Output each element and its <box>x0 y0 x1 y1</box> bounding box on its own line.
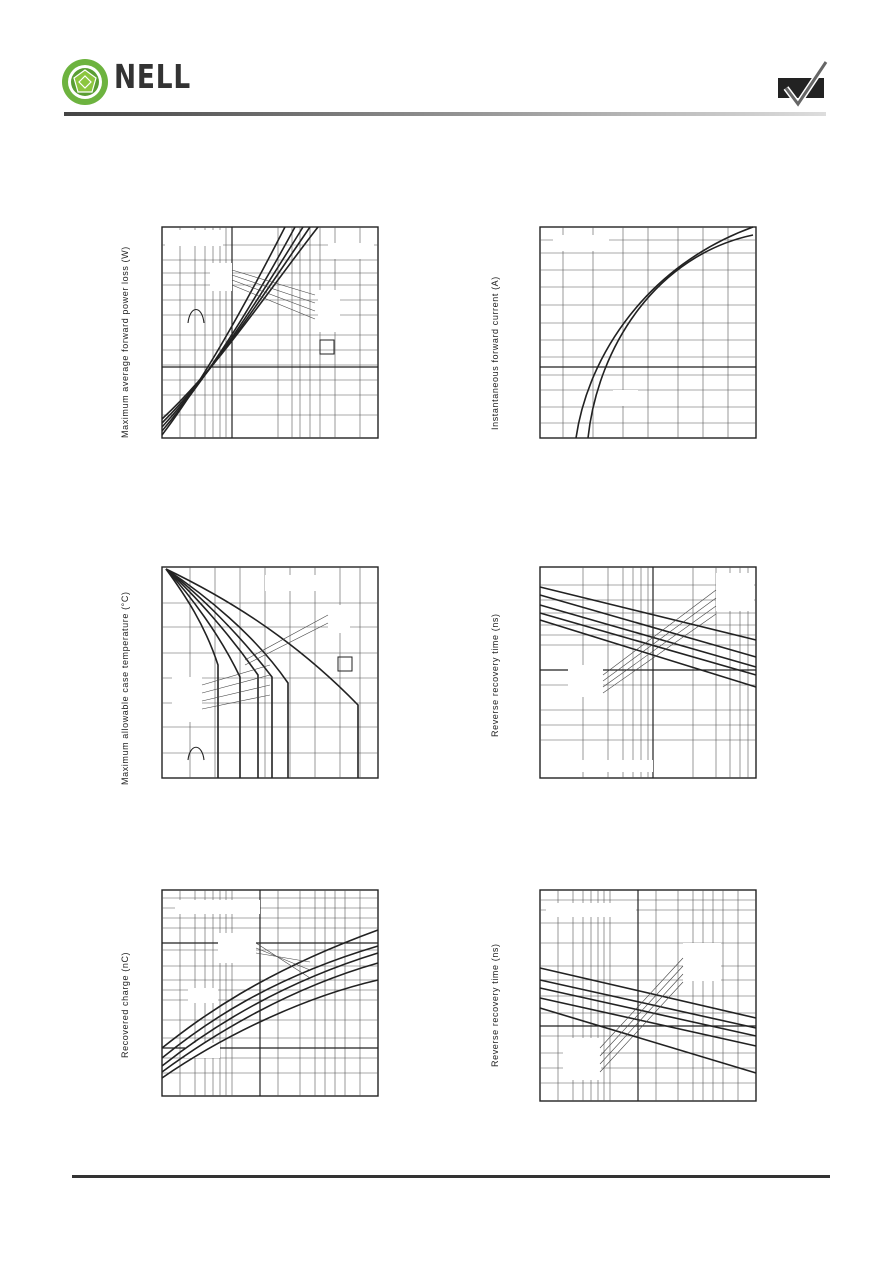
chart6-ylabel: Reverse recovery time (ns) <box>490 943 500 1067</box>
footer-divider <box>72 1175 830 1178</box>
nell-logo-icon <box>60 55 110 110</box>
logo-text: NELL <box>114 57 191 96</box>
chart5-recovered-charge <box>160 888 380 1098</box>
chart4-ylabel: Reverse recovery time (ns) <box>490 613 500 737</box>
chart3-ylabel: Maximum allowable case temperature (°C) <box>120 591 130 785</box>
checkmark-badge-icon <box>776 58 828 110</box>
nell-logo <box>60 55 191 110</box>
chart1-power-loss <box>160 225 380 440</box>
chart2-forward-current <box>538 225 758 440</box>
chart2-ylabel: Instantaneous forward current (A) <box>490 276 500 430</box>
chart5-ylabel: Recovered charge (nC) <box>120 951 130 1058</box>
header-divider <box>64 112 826 116</box>
chart4-reverse-recovery-time <box>538 565 758 780</box>
chart1-ylabel: Maximum average forward power loss (W) <box>120 246 130 438</box>
chart3-case-temperature <box>160 565 380 780</box>
chart6-reverse-recovery-time <box>538 888 758 1103</box>
